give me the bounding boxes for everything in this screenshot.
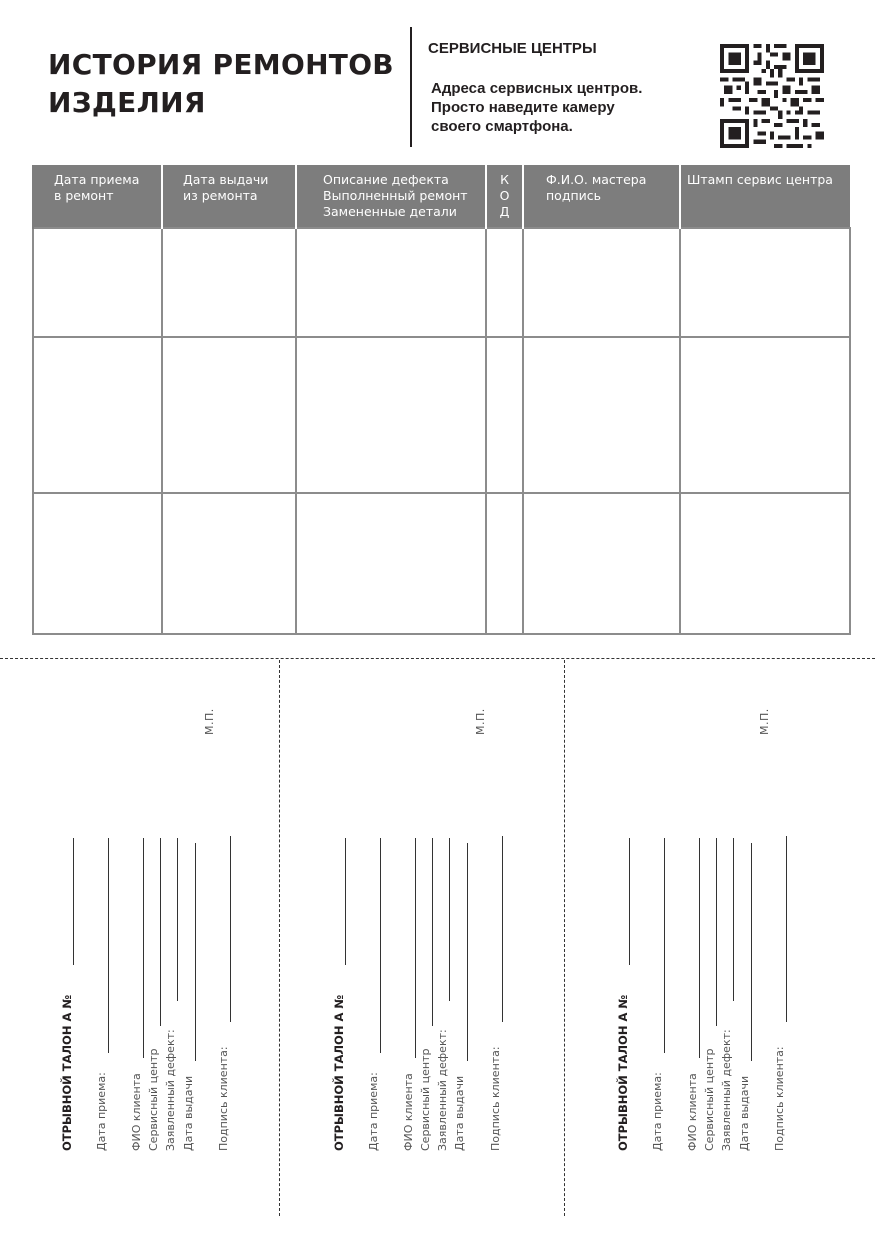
stamp-place-label: М.П.	[758, 708, 771, 735]
service-centers-heading: СЕРВИСНЫЕ ЦЕНТРЫ	[428, 40, 597, 57]
stub-date-received-label: Дата приема:	[651, 1072, 664, 1151]
stub-number-field[interactable]	[73, 838, 74, 965]
table-row	[33, 337, 850, 493]
stub-client-signature-label: Подпись клиента:	[489, 1046, 502, 1151]
column-header-line: Замененные детали	[323, 204, 457, 219]
column-header-date-received	[33, 165, 162, 228]
table-cell[interactable]	[486, 493, 523, 634]
table-cell[interactable]	[523, 493, 680, 634]
column-header-stamp	[680, 165, 850, 228]
stub-service-center-label: Сервисный центр	[419, 1048, 432, 1151]
stub-issue-date-label: Дата выдачи	[738, 1075, 751, 1151]
stub-client-signature-label: Подпись клиента:	[773, 1046, 786, 1151]
column-header-date-issued	[162, 165, 296, 228]
stub-date-received-label: Дата приема:	[367, 1072, 380, 1151]
stub-title: ОТРЫВНОЙ ТАЛОН А №	[616, 994, 630, 1151]
stub-declared-defect-field[interactable]	[733, 838, 734, 1001]
cut-line-horizontal	[0, 658, 875, 659]
column-header-line: Выполненный ремонт	[323, 188, 468, 203]
page-title-line: ИЗДЕЛИЯ	[48, 86, 206, 119]
stub-date-received-field[interactable]	[664, 838, 665, 1053]
stub-date-received-field[interactable]	[108, 838, 109, 1053]
table-cell[interactable]	[680, 337, 850, 493]
cut-line-vertical	[279, 660, 280, 1216]
page-title-line: ИСТОРИЯ РЕМОНТОВ	[48, 48, 394, 81]
stub-service-center-field[interactable]	[160, 838, 161, 1026]
stub-issue-date-label: Дата выдачи	[182, 1075, 195, 1151]
table-cell[interactable]	[680, 228, 850, 337]
stub-client-signature-field[interactable]	[230, 836, 231, 1022]
header-divider	[410, 27, 412, 147]
stub-declared-defect-field[interactable]	[449, 838, 450, 1001]
column-header-line: Дата выдачи	[183, 172, 269, 187]
column-header-line: в ремонт	[54, 188, 114, 203]
table-cell[interactable]	[486, 228, 523, 337]
stub-date-received-label: Дата приема:	[95, 1072, 108, 1151]
table-cell[interactable]	[523, 337, 680, 493]
stub-issue-date-label: Дата выдачи	[453, 1075, 466, 1151]
stub-date-received-field[interactable]	[380, 838, 381, 1053]
service-centers-description-line: своего смартфона.	[431, 118, 573, 135]
table-cell[interactable]	[33, 493, 162, 634]
column-header-line: Описание дефекта	[323, 172, 449, 187]
stub-declared-defect-field[interactable]	[177, 838, 178, 1001]
column-header-code	[486, 165, 523, 228]
table-cell[interactable]	[162, 493, 296, 634]
stub-client-name-field[interactable]	[143, 838, 144, 1058]
stub-declared-defect-label: Заявленный дефект:	[436, 1029, 449, 1151]
page-title	[48, 46, 394, 122]
stub-title: ОТРЫВНОЙ ТАЛОН А №	[332, 994, 346, 1151]
column-header-line: О	[499, 188, 510, 203]
table-cell[interactable]	[296, 493, 486, 634]
stub-client-signature-field[interactable]	[786, 836, 787, 1022]
table-cell[interactable]	[486, 337, 523, 493]
stub-client-signature-field[interactable]	[502, 836, 503, 1022]
stub-client-name-field[interactable]	[699, 838, 700, 1058]
stamp-place-label: М.П.	[474, 708, 487, 735]
column-header-line: из ремонта	[183, 188, 258, 203]
stub-service-center-field[interactable]	[432, 838, 433, 1026]
service-centers-description-line: Просто наведите камеру	[431, 99, 615, 116]
stub-client-name-label: ФИО клиента	[130, 1073, 143, 1151]
stub-issue-date-field[interactable]	[751, 843, 752, 1061]
stub-number-field[interactable]	[629, 838, 630, 965]
table-cell[interactable]	[296, 337, 486, 493]
table-cell[interactable]	[523, 228, 680, 337]
column-header-line: Дата приема	[54, 172, 140, 187]
stub-service-center-label: Сервисный центр	[147, 1048, 160, 1151]
table-cell[interactable]	[33, 228, 162, 337]
table-cell[interactable]	[680, 493, 850, 634]
stub-declared-defect-label: Заявленный дефект:	[720, 1029, 733, 1151]
table-row	[33, 228, 850, 337]
table-cell[interactable]	[162, 337, 296, 493]
stub-declared-defect-label: Заявленный дефект:	[164, 1029, 177, 1151]
column-header-line: Ф.И.О. мастера	[546, 172, 647, 187]
stub-issue-date-field[interactable]	[195, 843, 196, 1061]
service-centers-description-line: Адреса сервисных центров.	[431, 80, 643, 97]
table-cell[interactable]	[296, 228, 486, 337]
stamp-place-label: М.П.	[203, 708, 216, 735]
service-centers-description	[431, 79, 642, 136]
table-row	[33, 493, 850, 634]
column-header-master	[523, 165, 680, 228]
stub-client-name-label: ФИО клиента	[686, 1073, 699, 1151]
column-header-line: К	[500, 172, 509, 187]
stub-service-center-label: Сервисный центр	[703, 1048, 716, 1151]
column-header-line: Штамп сервис центра	[687, 172, 833, 187]
stub-issue-date-field[interactable]	[467, 843, 468, 1061]
stub-service-center-field[interactable]	[716, 838, 717, 1026]
cut-line-vertical	[564, 660, 565, 1216]
stub-client-name-label: ФИО клиента	[402, 1073, 415, 1151]
stub-client-name-field[interactable]	[415, 838, 416, 1058]
table-header-row	[33, 165, 850, 228]
column-header-line: подпись	[546, 188, 601, 203]
stub-title: ОТРЫВНОЙ ТАЛОН А №	[60, 994, 74, 1151]
stub-number-field[interactable]	[345, 838, 346, 965]
column-header-line: Д	[499, 204, 510, 219]
qr-code-icon[interactable]	[719, 44, 825, 148]
column-header-description	[296, 165, 486, 228]
stub-client-signature-label: Подпись клиента:	[217, 1046, 230, 1151]
table-cell[interactable]	[33, 337, 162, 493]
table-cell[interactable]	[162, 228, 296, 337]
repair-history-table	[32, 165, 851, 635]
